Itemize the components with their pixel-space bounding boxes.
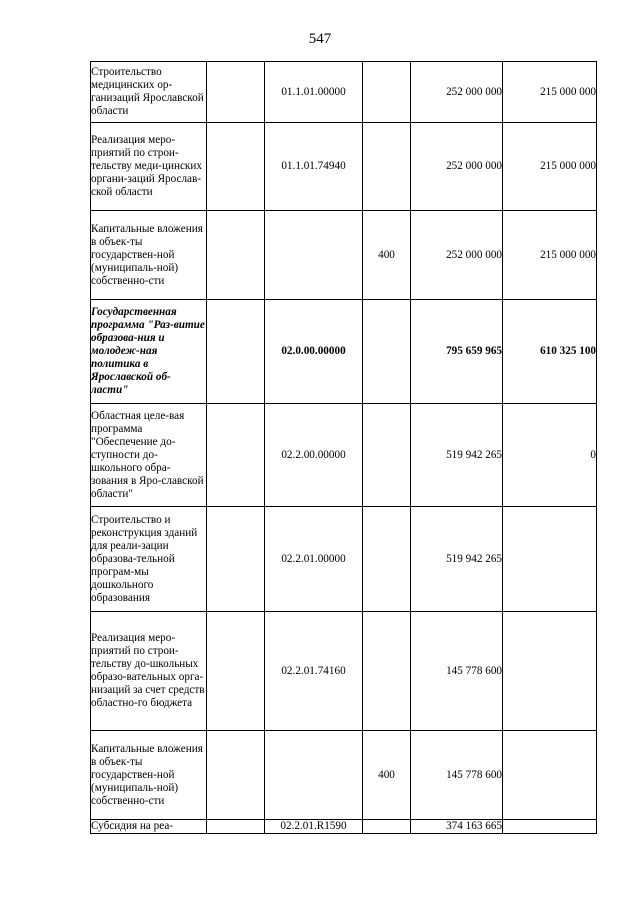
amount-cell-1: 252 000 000 xyxy=(411,123,503,211)
code-cell: 02.2.01.74160 xyxy=(265,612,363,731)
blank-cell xyxy=(207,300,265,404)
amount-cell-2: 215 000 000 xyxy=(503,62,597,123)
amount-cell-2 xyxy=(503,612,597,731)
amount-cell-1: 145 778 600 xyxy=(411,731,503,820)
row-name-cell: Строительство медицинских ор-ганизаций Ярославской области xyxy=(91,62,207,123)
row-name-cell: Субсидия на реа- xyxy=(91,820,207,834)
expense-type-cell: 400 xyxy=(363,211,411,300)
row-name-cell: Капитальные вложения в объек-ты государствен-ной (муниципаль-ной) собственно-сти xyxy=(91,211,207,300)
blank-cell xyxy=(207,123,265,211)
code-cell xyxy=(265,731,363,820)
row-name-cell: Реализация меро-приятий по строи-тельству до-школьных образо-вательных орга-низаций за счет средств областно-го бюджета xyxy=(91,612,207,731)
table-row xyxy=(91,731,597,820)
table-row xyxy=(91,507,597,612)
table-row xyxy=(91,404,597,507)
expense-type-cell xyxy=(363,820,411,834)
amount-cell-2: 610 325 100 xyxy=(503,300,597,404)
expense-type-cell xyxy=(363,612,411,731)
blank-cell xyxy=(207,211,265,300)
amount-cell-2 xyxy=(503,820,597,834)
amount-cell-1: 374 163 665 xyxy=(411,820,503,834)
expense-type-cell xyxy=(363,404,411,507)
row-name-cell: Реализация меро-приятий по строи-тельству меди-цинских органи-заций Ярослав-ской области xyxy=(91,123,207,211)
amount-cell-2 xyxy=(503,731,597,820)
expense-type-cell xyxy=(363,300,411,404)
amount-cell-2: 215 000 000 xyxy=(503,123,597,211)
code-cell: 01.1.01.74940 xyxy=(265,123,363,211)
code-cell: 02.0.00.00000 xyxy=(265,300,363,404)
code-cell: 02.2.00.00000 xyxy=(265,404,363,507)
code-cell: 02.2.01.00000 xyxy=(265,507,363,612)
blank-cell xyxy=(207,612,265,731)
amount-cell-1: 519 942 265 xyxy=(411,507,503,612)
table-row xyxy=(91,300,597,404)
row-name-cell: Капитальные вложения в объек-ты государствен-ной (муниципаль-ной) собственно-сти xyxy=(91,731,207,820)
expense-type-cell: 400 xyxy=(363,731,411,820)
amount-cell-1: 252 000 000 xyxy=(411,62,503,123)
budget-table xyxy=(90,61,597,834)
amount-cell-1: 145 778 600 xyxy=(411,612,503,731)
row-name-cell: Областная целе-вая программа "Обеспечение до-ступности до-школьного обра-зования в Яро-славской области" xyxy=(91,404,207,507)
code-cell xyxy=(265,211,363,300)
expense-type-cell xyxy=(363,62,411,123)
amount-cell-1: 519 942 265 xyxy=(411,404,503,507)
row-name-cell: Строительство и реконструкция зданий для реали-зации образова-тельной програм-мы дошкольного образования xyxy=(91,507,207,612)
page-number: 547 xyxy=(308,31,332,47)
blank-cell xyxy=(207,507,265,612)
row-name-cell: Государственная программа "Раз-витие образова-ния и молодеж-ная политика в Ярославской об-ласти" xyxy=(91,300,207,404)
amount-cell-2 xyxy=(503,507,597,612)
expense-type-cell xyxy=(363,507,411,612)
code-cell: 01.1.01.00000 xyxy=(265,62,363,123)
amount-cell-1: 252 000 000 xyxy=(411,211,503,300)
amount-cell-2: 215 000 000 xyxy=(503,211,597,300)
blank-cell xyxy=(207,820,265,834)
blank-cell xyxy=(207,731,265,820)
table-row xyxy=(91,62,597,123)
table-row xyxy=(91,211,597,300)
table-row xyxy=(91,820,597,834)
expense-type-cell xyxy=(363,123,411,211)
table-row xyxy=(91,123,597,211)
blank-cell xyxy=(207,404,265,507)
table-row xyxy=(91,612,597,731)
amount-cell-2: 0 xyxy=(503,404,597,507)
code-cell: 02.2.01.R1590 xyxy=(265,820,363,834)
blank-cell xyxy=(207,62,265,123)
amount-cell-1: 795 659 965 xyxy=(411,300,503,404)
